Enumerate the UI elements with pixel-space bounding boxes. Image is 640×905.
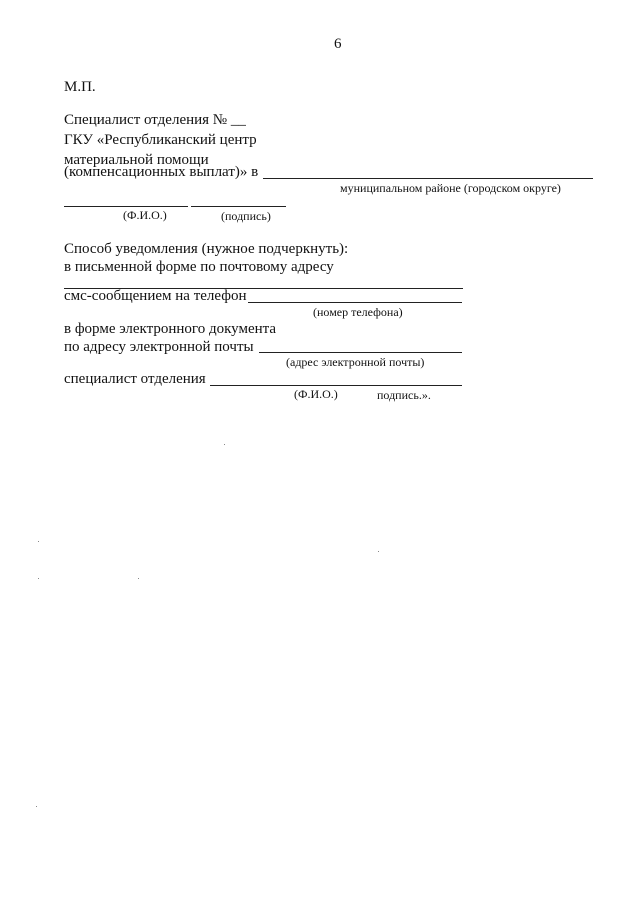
district-caption: муниципальном районе (городском округе) xyxy=(340,181,561,195)
specialist-line-4: (компенсационных выплат)» в xyxy=(64,164,259,180)
scan-speck xyxy=(224,444,225,445)
notification-specialist: специалист отделения xyxy=(64,371,206,387)
notification-sms: смс-сообщением на телефон xyxy=(64,288,247,304)
scan-speck xyxy=(38,541,39,542)
phone-underline xyxy=(248,302,462,303)
email-caption: (адрес электронной почты) xyxy=(286,355,425,369)
phone-caption: (номер телефона) xyxy=(313,305,403,319)
fio-underline xyxy=(64,206,188,207)
stamp-place-label: М.П. xyxy=(64,79,96,95)
page-number: 6 xyxy=(334,36,342,52)
scan-speck xyxy=(138,578,139,579)
scan-speck xyxy=(36,806,37,807)
notification-heading: Способ уведомления (нужное подчеркнуть): xyxy=(64,241,349,257)
scan-speck xyxy=(38,578,39,579)
fio-caption: (Ф.И.О.) xyxy=(123,208,167,222)
email-underline xyxy=(259,352,462,353)
signature-caption: (подпись) xyxy=(221,209,271,223)
specialist-signature-caption: подпись.». xyxy=(377,388,431,402)
specialist-fio-caption: (Ф.И.О.) xyxy=(294,387,338,401)
signature-underline xyxy=(191,206,286,207)
specialist-line-1: Специалист отделения № __ xyxy=(64,112,246,128)
specialist-line-2: ГКУ «Республиканский центр xyxy=(64,132,257,148)
notification-electronic-line-2: по адресу электронной почты xyxy=(64,339,254,355)
specialist-underline xyxy=(210,385,462,386)
notification-postal: в письменной форме по почтовому адресу xyxy=(64,259,334,275)
district-underline xyxy=(263,178,593,179)
notification-electronic-line-1: в форме электронного документа xyxy=(64,321,277,337)
scan-speck xyxy=(378,551,379,552)
specialist-line-3: материальной помощи xyxy=(64,152,209,168)
